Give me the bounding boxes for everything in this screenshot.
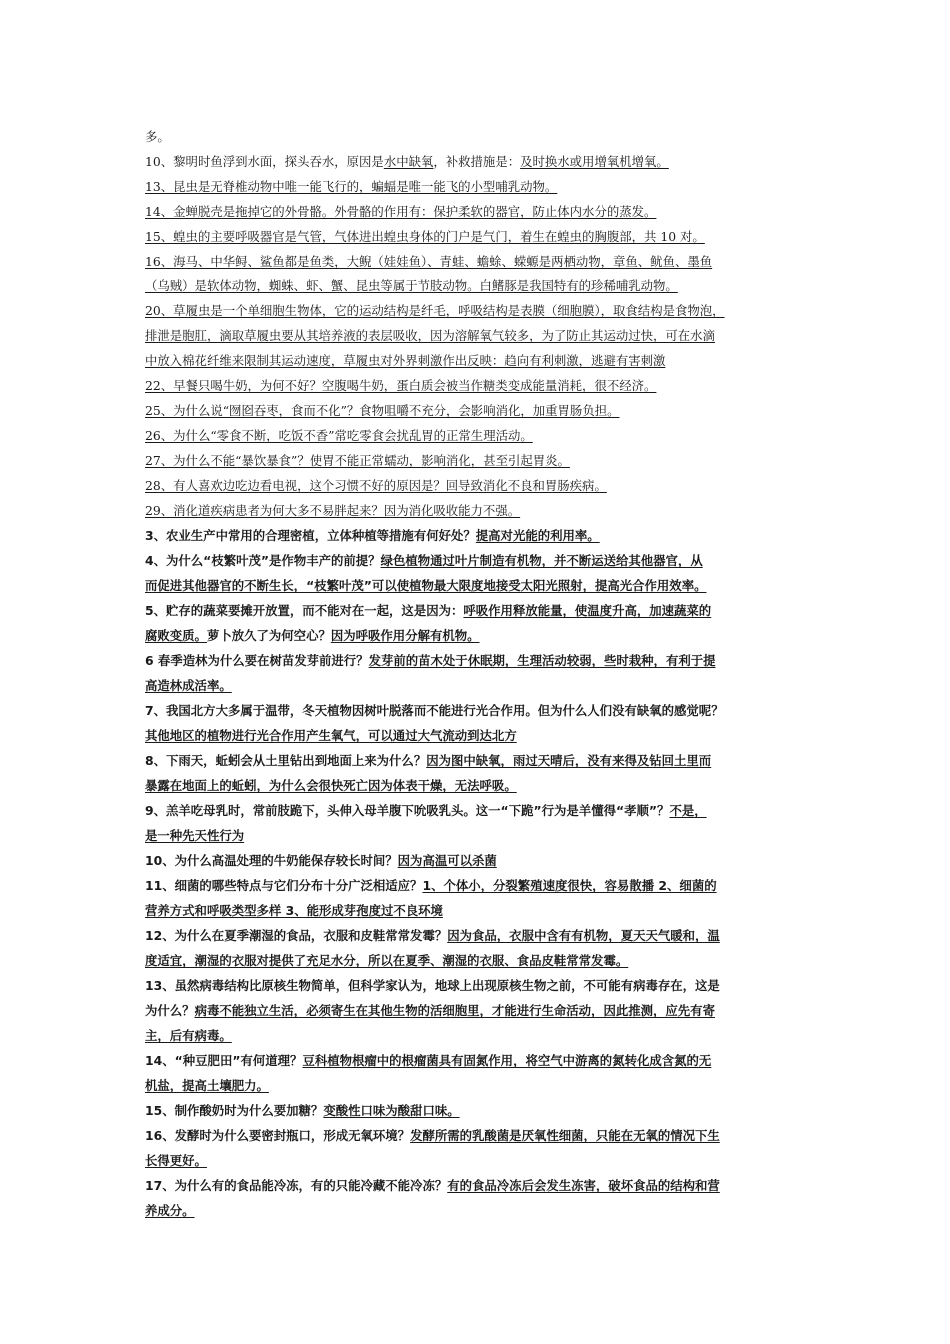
question-text: 萝卜放久了为何空心？ (206, 628, 331, 643)
answer-text: 因为图中缺氧，雨过天晴后，没有来得及钻回土里而 (426, 753, 712, 768)
qa-17-line-1 (145, 1176, 825, 1196)
answer-text: 提高对光能的利用率。 (475, 528, 600, 543)
answer-text: 发酵所需的乳酸菌是厌氧性细菌，只能在无氧的情况下生 (410, 1128, 720, 1143)
note-14: 14、金蝉脱壳是拖掉它的外骨骼。外骨骼的作用有：保护柔软的器官，防止体内水分的蒸发。 (145, 204, 657, 219)
qa-11-line-1 (145, 876, 825, 896)
note-20-line-3: 中放入棉花纤维来限制其运动速度，草履虫对外界刺激作出反映：趋向有利刺激，逃避有害刺激 (145, 353, 666, 368)
note-16-line-1: 16、海马、中华鲟、鲨鱼都是鱼类，大鲵（娃娃鱼）、青蛙、蟾蜍、蝾螈是两栖动物，章鱼、鱿鱼、墨鱼 (145, 254, 713, 269)
question-text: 14、“种豆肥田”有何道理？ (145, 1053, 303, 1068)
answer-text: 水中缺氧 (383, 154, 434, 169)
qa-6-line-1 (145, 651, 825, 671)
answer-text: 因为食品，衣服中含有有机物，夏天天气暖和，温 (447, 928, 720, 943)
answer-text: 及时换水或用增氧机增氧。 (520, 154, 669, 169)
question-text: 4、为什么“枝繁叶茂”是作物丰产的前提？ (145, 553, 381, 568)
answer-text: 发芽前的苗木处于休眠期，生理活动较弱，些时栽种，有利于提 (368, 653, 716, 668)
answer-text: 变酸性口味为酸甜口味。 (323, 1103, 460, 1118)
qa-7-line-2: 其他地区的植物进行光合作用产生氧气，可以通过大气流动到达北方 (145, 728, 517, 743)
question-text: 3、农业生产中常用的合理密植，立体种植等措施有何好处？ (145, 528, 476, 543)
qa-13-line-1 (145, 976, 825, 996)
answer-text: 呼吸作用释放能量，使温度升高，加速蔬菜的 (463, 603, 712, 618)
question-text: 16、发酵时为什么要密封瓶口，形成无氧环境？ (145, 1128, 411, 1143)
qa-11-line-2: 营养方式和呼吸类型多样 3、能形成芽孢度过不良环境 (145, 903, 443, 918)
qa-4-line-1 (145, 551, 825, 571)
question-text: 8、下雨天，蚯蚓会从土里钻出到地面上来为什么？ (145, 753, 427, 768)
answer-text: 有的食品冷冻后会发生冻害，破坏食品的结构和营 (447, 1178, 720, 1193)
question-text: 为什么？ (145, 1003, 195, 1018)
qa-8-line-1 (145, 751, 825, 771)
qa-17-line-2: 养成分。 (145, 1203, 195, 1218)
qa-12-line-1 (145, 926, 825, 946)
qa-16-line-1 (145, 1126, 825, 1146)
question-text: ，补救措施是： (433, 154, 521, 169)
qa-6-line-2: 高造林成活率。 (145, 678, 232, 693)
answer-text: 因为呼吸作用分解有机物。 (330, 628, 480, 643)
text-line: 多。 (145, 129, 170, 144)
question-text: 13、虽然病毒结构比原核生物简单，但科学家认为，地球上出现原核生物之前，不可能有病毒存在，这是 (145, 978, 720, 993)
qa-10 (145, 851, 825, 871)
qa-5-line-1 (145, 601, 825, 621)
qa-4-line-2: 而促进其他器官的不断生长，“枝繁叶茂”可以使植物最大限度地接受太阳光照射，提高光合作用效率。 (145, 578, 707, 593)
answer-text: 豆科植物根瘤中的根瘤菌具有固氮作用，将空气中游离的氮转化成含氮的无 (302, 1053, 712, 1068)
note-20-line-2: 排泄是胞肛，滴取草履虫要从其培养液的表层吸收，因为溶解氧气较多，为了防止其运动过快，可在水滴 (145, 328, 715, 343)
note-10 (145, 152, 825, 172)
qa-13-line-3: 主，后有病毒。 (145, 1028, 232, 1043)
question-text: 15、制作酸奶时为什么要加糖？ (145, 1103, 324, 1118)
note-25: 25、为什么说“囫囵吞枣，食而不化”？食物咀嚼不充分，会影响消化，加重胃肠负担。 (145, 403, 620, 418)
question-text: 17、为什么有的食品能冷冻，有的只能冷藏不能冷冻？ (145, 1178, 448, 1193)
question-text: 7、我国北方大多属于温带，冬天植物因树叶脱落而不能进行光合作用。但为什么人们没有缺氧的感觉呢？ (145, 703, 724, 718)
qa-16-line-2: 长得更好。 (145, 1153, 207, 1168)
question-text: 11、细菌的哪些特点与它们分布十分广泛相适应？ (145, 878, 423, 893)
question-text: 10、为什么高温处理的牛奶能保存较长时间？ (145, 853, 398, 868)
question-text: 5、贮存的蔬菜要摊开放置，而不能对在一起，这是因为： (145, 603, 464, 618)
qa-14-line-1 (145, 1051, 825, 1071)
note-13: 13、昆虫是无脊椎动物中唯一能飞行的，蝙蝠是唯一能飞的小型哺乳动物。 (145, 179, 558, 194)
note-27: 27、为什么不能“暴饮暴食”？使胃不能正常蠕动，影响消化，甚至引起胃炎。 (145, 453, 570, 468)
qa-5-line-2 (145, 626, 825, 646)
answer-text: 1、个体小，分裂繁殖速度很快，容易散播 2、细菌的 (422, 878, 717, 893)
answer-text: 腐败变质。 (145, 628, 207, 643)
qa-13-line-2 (145, 1001, 825, 1021)
note-20-line-1: 20、草履虫是一个单细胞生物体，它的运动结构是纤毛，呼吸结构是表膜（细胞膜），取食结构是食物泡， (145, 303, 725, 318)
qa-7-line-1 (145, 701, 825, 721)
note-22: 22、早餐只喝牛奶，为何不好？空腹喝牛奶，蛋白质会被当作糖类变成能量消耗，很不经济。 (145, 378, 657, 393)
qa-12-line-2: 度适宜，潮湿的衣服对提供了充足水分，所以在夏季、潮湿的衣服、食品皮鞋常常发霉。 (145, 953, 629, 968)
note-15: 15、蝗虫的主要呼吸器官是气管，气体进出蝗虫身体的门户是气门，着生在蝗虫的胸腹部，共 10 对。 (145, 229, 705, 244)
qa-9-line-1 (145, 801, 825, 821)
question-text: 6 春季造林为什么要在树苗发芽前进行？ (145, 653, 369, 668)
note-16-line-2: （乌贼）是软体动物，蜘蛛、虾、蟹、昆虫等属于节肢动物。白鳍豚是我国特有的珍稀哺乳动物。 (145, 278, 678, 293)
qa-8-line-2: 暴露在地面上的蚯蚓，为什么会很快死亡因为体表干燥，无法呼吸。 (145, 778, 517, 793)
question-text: 10、黎明时鱼浮到水面，探头吞水，原因是 (145, 154, 384, 169)
note-26: 26、为什么“零食不断，吃饭不香”常吃零食会扰乱胃的正常生理活动。 (145, 428, 533, 443)
question-text: 9、羔羊吃母乳时，常前肢跪下，头伸入母羊腹下吮吸乳头。这一“下跪”行为是羊懂得“孝顺”？ (145, 803, 670, 818)
answer-text: 绿色植物通过叶片制造有机物，并不断运送给其他器官，从 (380, 553, 703, 568)
answer-text: 不是， (669, 803, 707, 818)
qa-9-line-2: 是一种先天性行为 (145, 828, 245, 843)
answer-text: 病毒不能独立生活，必须寄生在其他生物的活细胞里，才能进行生命活动，因此推测，应先有寄 (194, 1003, 715, 1018)
note-28: 28、有人喜欢边吃边看电视，这个习惯不好的原因是？回导致消化不良和胃肠疾病。 (145, 478, 607, 493)
qa-3 (145, 526, 825, 546)
answer-text: 因为高温可以杀菌 (397, 853, 497, 868)
qa-15 (145, 1101, 825, 1121)
qa-14-line-2: 机盐，提高土壤肥力。 (145, 1078, 269, 1093)
note-29: 29、消化道疾病患者为何大多不易胖起来？因为消化吸收能力不强。 (145, 503, 521, 518)
question-text: 12、为什么在夏季潮湿的食品，衣服和皮鞋常常发霉？ (145, 928, 448, 943)
